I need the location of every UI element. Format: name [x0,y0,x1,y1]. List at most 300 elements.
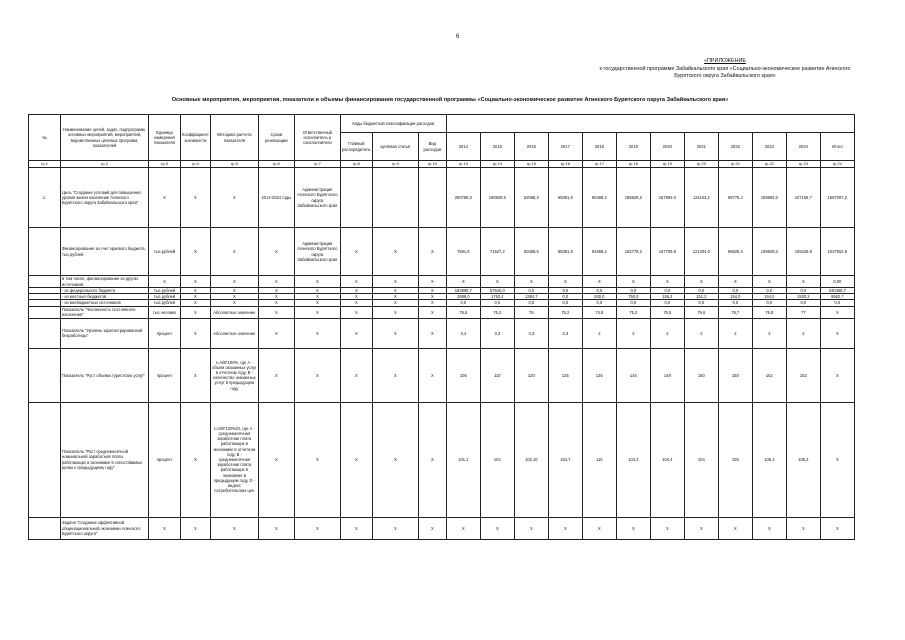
cell-no [29,276,61,288]
header-year-2020: 2020 [650,133,684,161]
column-number: гр.20 [684,161,718,168]
cell-method: Абсолютное значение [210,306,258,318]
cell-year-value: 68381,9 [548,168,582,228]
cell-year-value: 98625,4 [718,228,752,276]
cell-unit: тыс.человек [149,306,181,318]
cell-year-value: 105 [446,348,480,402]
cell-year-value: 0,0 [752,288,786,294]
cell-resp: Х [294,294,340,300]
cell-main: Х [340,318,372,348]
cell-year-value: 76,8 [752,306,786,318]
program-table [28,114,855,540]
cell-year-value: 148 [650,348,684,402]
cell-resp: Х [294,306,340,318]
cell-target: Х [372,517,418,539]
cell-year-value: 75,2 [548,306,582,318]
cell-name: Показатель "Численность постоянного населения" [61,306,149,318]
cell-total: 1037062,9 [820,228,854,276]
cell-year-value: 0,0 [718,300,752,306]
cell-name: Показатель "Рост объема туристских услуг" [61,348,149,402]
cell-method: Х [210,168,258,228]
cell-coef: Х [181,288,211,294]
cell-year-value: 101,1 [446,402,480,517]
cell-year-value: 152 [752,348,786,402]
column-number: гр.16 [548,161,582,168]
cell-year-value: 2 [752,318,786,348]
header-year-2016: 2016 [514,133,548,161]
cell-coef: Х [181,168,211,228]
cell-target: Х [372,228,418,276]
appendix-line-3: Бурятского округа Забайкальского края» [674,73,776,80]
cell-unit: процент [149,318,181,348]
cell-main: Х [340,294,372,300]
cell-no [29,318,61,348]
cell-total: 240468,7 [820,288,854,294]
cell-method: Х [210,276,258,288]
cell-year-value: 154,0 [752,294,786,300]
table-row [29,306,855,318]
column-number: гр.22 [752,161,786,168]
cell-target: Х [372,306,418,318]
cell-total: Х [820,318,854,348]
cell-year-value: 62068,3 [514,168,548,228]
cell-year-value: Х [582,517,616,539]
table-row [29,402,855,517]
cell-term: Х [258,402,294,517]
cell-year-value: 150 [684,348,718,402]
cell-kind: Х [418,288,446,294]
cell-year-value: 0,0 [548,300,582,306]
cell-year-value: Х [684,517,718,539]
cell-target: Х [372,402,418,517]
cell-kind: Х [418,294,446,300]
cell-year-value: Х [548,276,582,288]
cell-year-value: 156,2 [650,294,684,300]
cell-term: Х [258,276,294,288]
cell-year-value: Х [684,276,718,288]
cell-term: Х [258,306,294,318]
cell-total: 9562,7 [820,294,854,300]
column-number: гр.6 [258,161,294,168]
cell-year-value: 104,7 [548,402,582,517]
cell-year-value: 0,0 [684,300,718,306]
column-number: гр.23 [786,161,820,168]
cell-coef: Х [181,348,211,402]
appendix-header [560,58,890,81]
cell-main: Х [340,288,372,294]
cell-year-value: 0,0 [786,300,820,306]
cell-method: Х [210,288,258,294]
cell-year-value: Х [718,276,752,288]
cell-year-value: 2,3 [548,318,582,348]
cell-year-value: 167893,0 [650,168,684,228]
cell-year-value: Х [582,276,616,288]
cell-year-value: 109983,0 [752,168,786,228]
cell-method: I=A/B*100%, где А - объем оказанных услуг в отчетном году, В - количество оказанных услуг в предыдущем году [210,348,258,402]
cell-year-value: 75,2 [616,306,650,318]
cell-year-value: 110 [582,402,616,517]
cell-year-value: 151,2 [684,294,718,300]
cell-year-value: 182898,7 [446,288,480,294]
header-blank [446,115,854,133]
column-number: гр.15 [514,161,548,168]
cell-unit: Х [149,168,181,228]
cell-year-value: 3,3 [480,318,514,348]
cell-term: Х [258,517,294,539]
header-method: Методика расчета показателя [210,115,258,161]
cell-name: Показатель "Уровень зарегистрированной безработицы" [61,318,149,348]
cell-year-value: 0,0 [718,288,752,294]
cell-year-value: 104 [684,402,718,517]
cell-year-value: 154,0 [718,294,752,300]
cell-year-value: 57640,0 [480,288,514,294]
cell-target: Х [372,348,418,402]
cell-year-value: 2898,0 [446,294,480,300]
cell-year-value: 2 [650,318,684,348]
column-number: гр.24 [820,161,854,168]
cell-total: Х [820,402,854,517]
cell-term: Х [258,228,294,276]
header-main-manager: Главный распорядитель [340,133,372,161]
table-row [29,517,855,539]
column-number: гр.8 [340,161,372,168]
appendix-line-2: к государственной программе Забайкальского края «Социально-экономическое развитие Агинского [599,65,851,72]
cell-year-value: 121163,2 [684,168,718,228]
cell-coef: Х [181,517,211,539]
cell-no [29,306,61,318]
cell-year-value: 104,4 [650,402,684,517]
cell-target: Х [372,300,418,306]
cell-year-value: 260788,3 [446,168,480,228]
column-number: гр.14 [480,161,514,168]
cell-year-value: 68381,9 [548,228,582,276]
cell-year-value: 930,0 [582,294,616,300]
cell-year-value: 0,0 [480,300,514,306]
cell-term: Х [258,294,294,300]
cell-method: Х [210,294,258,300]
cell-year-value: 109829,0 [752,228,786,276]
cell-year-value: 0,0 [786,288,820,294]
cell-unit: процент [149,402,181,517]
column-number: гр.9 [372,161,418,168]
cell-year-value: Х [446,517,480,539]
cell-resp: Х [294,300,340,306]
cell-year-value: 1762,4 [480,294,514,300]
column-number: гр.21 [718,161,752,168]
header-unit: Единица измерения показателя [149,115,181,161]
cell-year-value: 152 [786,348,820,402]
cell-year-value: 0,0 [684,288,718,294]
cell-year-value: 2 [786,318,820,348]
header-year-2023: 2023 [752,133,786,161]
cell-year-value: 0,0 [616,300,650,306]
cell-year-value: 2 [684,318,718,348]
cell-year-value: 76,2 [480,306,514,318]
cell-year-value: 110 [480,348,514,402]
cell-total: 0,0 [820,300,854,306]
cell-main: Х [340,300,372,306]
cell-year-value: Х [548,517,582,539]
cell-total: 0,00 [820,276,854,288]
cell-year-value: 76 [514,306,548,318]
cell-target: Х [372,288,418,294]
cell-year-value: Х [718,517,752,539]
cell-year-value: 0,0 [548,288,582,294]
cell-year-value: 135 [582,348,616,402]
cell-year-value: 3,3 [514,318,548,348]
cell-resp: Х [294,276,340,288]
cell-year-value: 105,3 [786,402,820,517]
column-number: гр.5 [210,161,258,168]
cell-resp: Администрация Агинского Бурятского округа Забайкальского края [294,228,340,276]
header-no: № [29,115,61,161]
cell-unit: тыс.рублей [149,288,181,294]
header-responsible: Ответственный исполнитель и соисполнители [294,115,340,161]
column-number: гр.7 [294,161,340,168]
header-year-2021: 2021 [684,133,718,161]
header-year-2019: 2019 [616,133,650,161]
header-codes: Коды бюджетной классификации расходов [340,115,446,133]
cell-target: Х [372,318,418,348]
cell-year-value: 182778,2 [616,228,650,276]
cell-target: Х [372,294,418,300]
cell-year-value: 121004,0 [684,228,718,276]
cell-name: - из местных бюджетов [61,294,149,300]
cell-total: Х [820,517,854,539]
column-number: гр.10 [418,161,446,168]
cell-year-value: Х [650,517,684,539]
cell-year-value: 7591,6 [446,228,480,276]
cell-term: Х [258,300,294,306]
cell-year-value: 3,4 [446,318,480,348]
cell-unit: тыс.рублей [149,300,181,306]
cell-name: Финансирование за счет краевого бюджета, тыс.рублей [61,228,149,276]
cell-year-value: 102 [480,402,514,517]
column-number: гр.18 [616,161,650,168]
cell-no [29,517,61,539]
cell-coef: Х [181,228,211,276]
cell-coef: Х [181,276,211,288]
cell-year-value: Х [514,517,548,539]
cell-year-value: 84559,2 [582,228,616,276]
cell-year-value: 2 [582,318,616,348]
cell-year-value: 103,3 [616,402,650,517]
cell-year-value: 150 [718,348,752,402]
cell-name: в том числе, финансирование из других источников [61,276,149,288]
cell-main [340,168,372,228]
cell-year-value: Х [446,276,480,288]
cell-resp: Х [294,402,340,517]
cell-main: Х [340,306,372,318]
cell-coef: Х [181,402,211,517]
page-number: 6 [456,34,460,40]
cell-term: Х [258,318,294,348]
header-year-2022: 2022 [718,133,752,161]
cell-year-value: 107159,7 [786,168,820,228]
cell-main: Х [340,228,372,276]
cell-year-value: Х [480,517,514,539]
cell-year-value: 0,0 [752,300,786,306]
cell-name: - из федерального бюджета [61,288,149,294]
cell-year-value: 0,0 [582,288,616,294]
cell-kind: Х [418,276,446,288]
cell-year-value: 76,5 [446,306,480,318]
cell-year-value: 0,0 [514,300,548,306]
cell-name: Цель "Создание условий для повышения уровня жизни населения Агинского Бурятского округа Забайкальского края" [61,168,149,228]
cell-kind: Х [418,517,446,539]
cell-year-value: Х [616,517,650,539]
cell-kind [418,168,446,228]
cell-year-value: 185528,2 [616,168,650,228]
cell-unit: Х [149,517,181,539]
cell-method: Х [210,517,258,539]
cell-year-value: 85489,2 [582,168,616,228]
cell-year-value: 125 [548,348,582,402]
cell-year-value: 60468,6 [514,228,548,276]
cell-total: Х [820,306,854,318]
cell-year-value: 0,0 [446,300,480,306]
cell-year-value: 167709,8 [650,228,684,276]
cell-year-value: 76,5 [650,306,684,318]
header-year-2015: 2015 [480,133,514,161]
cell-kind: Х [418,318,446,348]
column-number: гр.1 [29,161,61,168]
cell-main: Х [340,402,372,517]
cell-method: Х [210,228,258,276]
header-target-article: Целевая статья [372,133,418,161]
cell-name: Задача "Создание эффективной общенациональной экономики Агинского Бурятского округа" [61,517,149,539]
cell-year-value: 2 [616,318,650,348]
cell-year-value: Х [616,276,650,288]
header-coef: Коэффициент значимости [181,115,211,161]
cell-year-value: 1930,2 [786,294,820,300]
cell-method: Х [210,300,258,306]
cell-kind: Х [418,228,446,276]
cell-year-value: 0,0 [650,288,684,294]
cell-coef: Х [181,318,211,348]
cell-no [29,228,61,276]
cell-unit: тыс.рублей [149,228,181,276]
table-row [29,168,855,228]
cell-year-value: 105,1 [752,402,786,517]
cell-total: Х [820,348,854,402]
cell-year-value: 0,0 [582,300,616,306]
cell-method: Абсолютное значение [210,318,258,348]
cell-term: Х [258,348,294,402]
cell-resp: Администрация Агинского Бурятского округа Забайкальского края [294,168,340,228]
column-number: гр.3 [149,161,181,168]
header-term: Сроки реализации [258,115,294,161]
cell-year-value: Х [650,276,684,288]
cell-unit: тыс.рублей [149,294,181,300]
cell-no [29,402,61,517]
document-title: Основные мероприятия, мероприятия, показатели и объемы финансирования государственной программы «Социально-экономическое развитие Агинского Бурятского округа Забайкальского края» [171,97,729,103]
column-number: гр.2 [61,161,149,168]
cell-term: 2014-2024 годы [258,168,294,228]
cell-method: I=A/B*100%/D, где А - среднемесячная заработная плата работающих в экономике в отчетном году, В - среднемесячная заработная плата работающих в экономике в предыдущем году, D - индекс потребительских цен [210,402,258,517]
cell-year-value: 1384,7 [514,294,548,300]
cell-no [29,348,61,402]
cell-year-value: 105228,9 [786,228,820,276]
cell-target [372,168,418,228]
cell-term: Х [258,288,294,294]
cell-year-value: Х [752,276,786,288]
cell-year-value: 74,8 [582,306,616,318]
cell-year-value: 0,0 [650,300,684,306]
table-row [29,348,855,402]
cell-coef: Х [181,306,211,318]
table-row [29,228,855,276]
header-year-2024: 2024 [786,133,820,161]
column-number: гр.19 [650,161,684,168]
column-number: гр.13 [446,161,480,168]
cell-kind: Х [418,348,446,402]
cell-year-value: Х [752,517,786,539]
cell-coef: Х [181,300,211,306]
column-number: гр.4 [181,161,211,168]
cell-kind: Х [418,402,446,517]
cell-kind: Х [418,300,446,306]
cell-unit: Х [149,276,181,288]
cell-name: Показатель "Рост среднемесячной номинальной заработной платы работающих в экономике в сопоставимых ценах к предыдущему году" [61,402,149,517]
cell-year-value: 190929,6 [480,168,514,228]
cell-total: 1587097,2 [820,168,854,228]
cell-coef: Х [181,294,211,300]
cell-year-value: 2 [718,318,752,348]
table-row [29,276,855,288]
cell-main: Х [340,348,372,402]
cell-main: Х [340,517,372,539]
header-total: Итого [820,133,854,161]
cell-year-value: 145 [616,348,650,402]
header-year-2017: 2017 [548,133,582,161]
cell-year-value: Х [514,276,548,288]
header-name: Наименование целей, задач, подпрограмм, основных мероприятий, мероприятий, ведомственных целевых программ, показателей [61,115,149,161]
cell-year-value: 0,0 [514,288,548,294]
cell-kind: Х [418,306,446,318]
cell-year-value: 71527,2 [480,228,514,276]
header-expense-kind: Вид расходов [418,133,446,161]
header-year-2014: 2014 [446,133,480,161]
cell-year-value: Х [786,517,820,539]
cell-year-value: Х [786,276,820,288]
cell-year-value: 0,0 [616,288,650,294]
cell-year-value: 0,0 [548,294,582,300]
cell-year-value: 105 [718,402,752,517]
cell-resp: Х [294,517,340,539]
cell-resp: Х [294,348,340,402]
table-row [29,318,855,348]
header-year-2018: 2018 [582,133,616,161]
cell-main: Х [340,276,372,288]
cell-resp: Х [294,318,340,348]
appendix-title: «ПРИЛОЖЕНИЕ [704,58,746,64]
cell-year-value: 76,7 [718,306,752,318]
cell-year-value: Х [480,276,514,288]
cell-year-value: 102,10 [514,402,548,517]
cell-name: - из внебюджетных источников [61,300,149,306]
cell-year-value: 77 [786,306,820,318]
cell-unit: процент [149,348,181,402]
cell-year-value: 76,6 [684,306,718,318]
cell-resp: Х [294,288,340,294]
cell-target: Х [372,276,418,288]
cell-year-value: 750,0 [616,294,650,300]
column-number: гр.17 [582,161,616,168]
cell-year-value: 98775,4 [718,168,752,228]
cell-no: 1. [29,168,61,228]
cell-year-value: 120 [514,348,548,402]
